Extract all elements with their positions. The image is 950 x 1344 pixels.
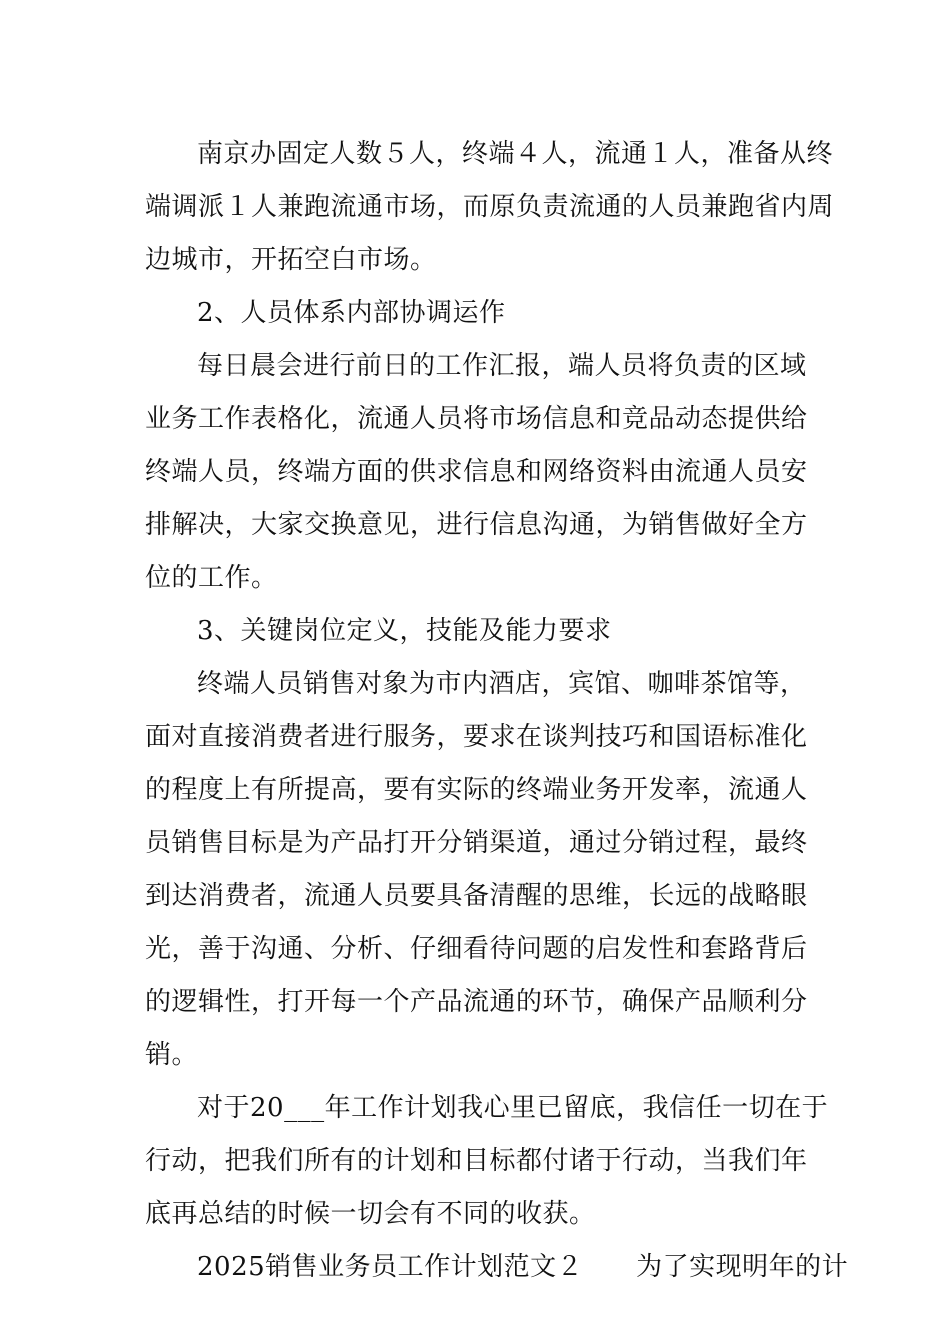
text-line: 底再总结的时候一切会有不同的收获。 xyxy=(145,1199,596,1229)
section-heading-coordination xyxy=(145,287,810,340)
text-line: 行动，把我们所有的计划和目标都付诸于行动，当我们年 xyxy=(145,1146,808,1176)
paragraph-staffing xyxy=(145,128,835,287)
text-line: 终端人员销售对象为市内酒店，宾馆、咖啡茶馆等， xyxy=(197,669,807,699)
paragraph-morning-meeting xyxy=(145,340,810,605)
text-line: 到达消费者，流通人员要具备清醒的思维，长远的战略眼 xyxy=(145,881,808,911)
section-heading: 2、人员体系内部协调运作 xyxy=(197,298,506,328)
section-heading-key-positions xyxy=(145,605,810,658)
text-line: 的逻辑性，打开每一个产品流通的环节，确保产品顺利分 xyxy=(145,987,808,1017)
text-line: 南京办固定人数５人，终端４人，流通１人，准备从终 xyxy=(197,139,834,169)
text-line: 每日晨会进行前日的工作汇报，端人员将负责的区域 xyxy=(197,351,807,381)
text-line: 面对直接消费者进行服务，要求在谈判技巧和国语标准化 xyxy=(145,722,808,752)
text-line: 排解决，大家交换意见，进行信息沟通，为销售做好全方 xyxy=(145,510,808,540)
paragraph-next-sample xyxy=(145,1241,849,1294)
text-line: 业务工作表格化，流通人员将市场信息和竞品动态提供给 xyxy=(145,404,808,434)
section-heading: 3、关键岗位定义，技能及能力要求 xyxy=(197,616,612,646)
text-line: 边城市，开拓空白市场。 xyxy=(145,245,437,275)
text-line: 光，善于沟通、分析、仔细看待问题的启发性和套路背后 xyxy=(145,934,808,964)
text-line: 位的工作。 xyxy=(145,563,278,593)
document-body xyxy=(145,128,849,1294)
text-line: 端调派１人兼跑流通市场，而原负责流通的人员兼跑省内周 xyxy=(145,192,835,222)
text-line: 的程度上有所提高，要有实际的终端业务开发率，流通人 xyxy=(145,775,808,805)
text-line: 员销售目标是为产品打开分销渠道，通过分销过程，最终 xyxy=(145,828,808,858)
paragraph-requirements xyxy=(145,658,810,1082)
text-line: 对于20___年工作计划我心里已留底，我信任一切在于 xyxy=(197,1093,829,1123)
text-line: 销。 xyxy=(145,1040,199,1070)
text-line: 终端人员，终端方面的供求信息和网络资料由流通人员安 xyxy=(145,457,808,487)
text-line: 2025销售业务员工作计划范文２ 为了实现明年的计 xyxy=(197,1252,849,1282)
paragraph-conclusion xyxy=(145,1082,829,1241)
